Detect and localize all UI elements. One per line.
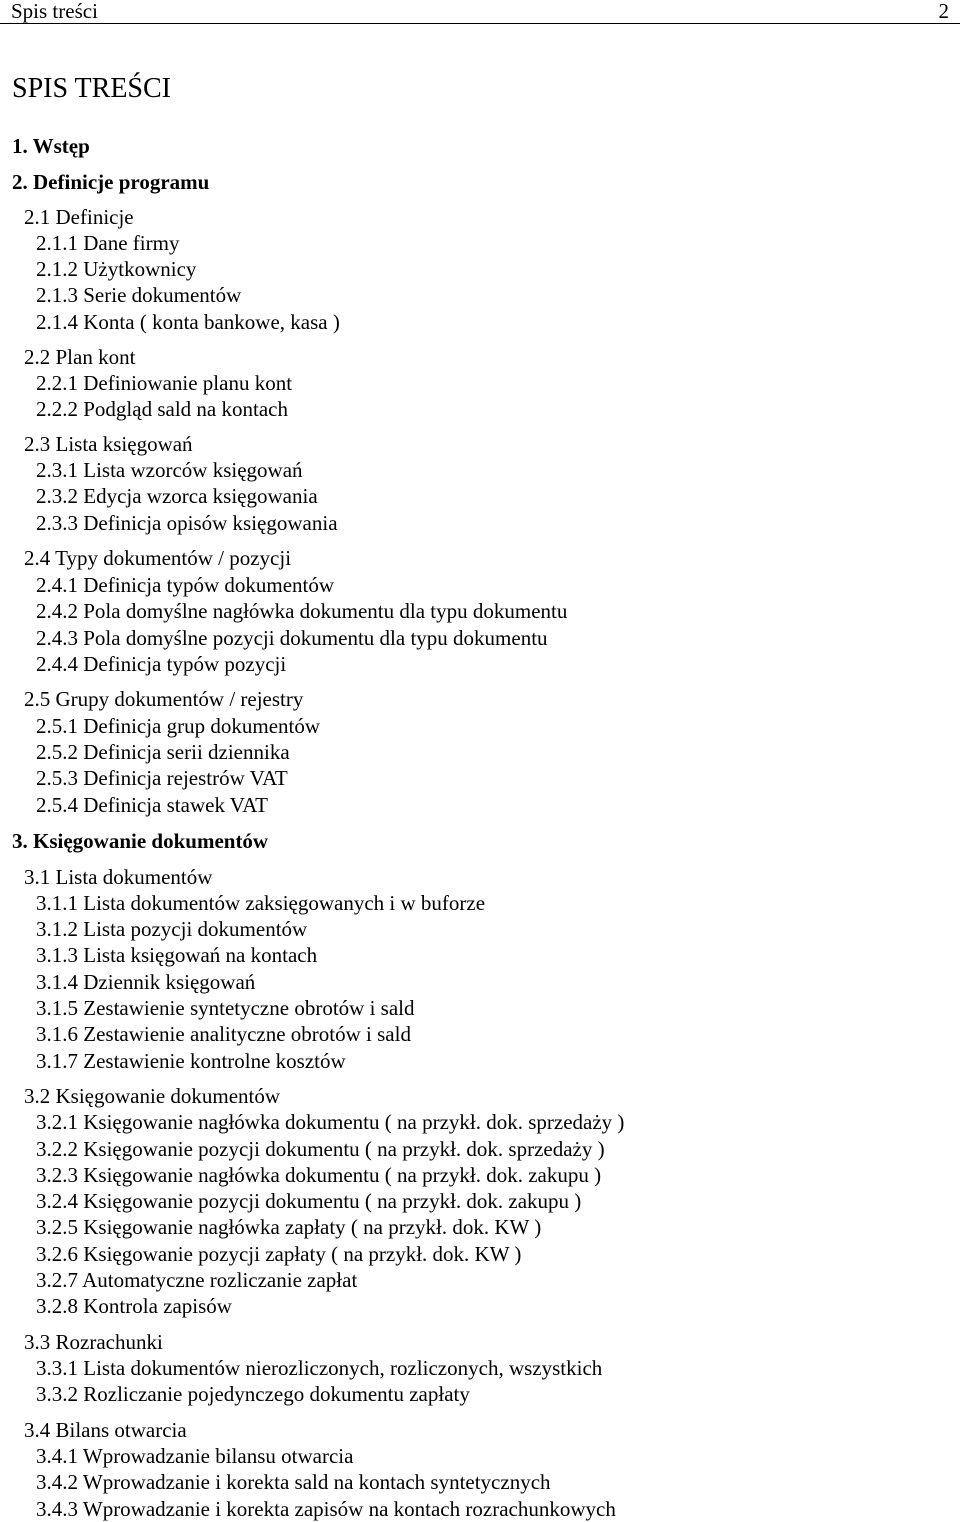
toc-entry: 2.4 Typy dokumentów / pozycji bbox=[24, 546, 292, 570]
toc-entry: 2.5.2 Definicja serii dziennika bbox=[36, 740, 290, 764]
toc-entry: 3.1.4 Dziennik księgowań bbox=[36, 970, 256, 994]
toc-entry: 3. Księgowanie dokumentów bbox=[12, 829, 269, 853]
toc-entry: 2.1.1 Dane firmy bbox=[36, 231, 180, 255]
toc-entry: 3.1.3 Lista księgowań na kontach bbox=[36, 943, 318, 967]
toc-entry: 3.2.6 Księgowanie pozycji zapłaty ( na przykł. dok. KW ) bbox=[36, 1242, 522, 1266]
toc-entry: 3.1.5 Zestawienie syntetyczne obrotów i sald bbox=[36, 996, 415, 1020]
toc-entry: 2.4.2 Pola domyślne nagłówka dokumentu dla typu dokumentu bbox=[36, 599, 568, 623]
toc-entry: 3.4.2 Wprowadzanie i korekta sald na kontach syntetycznych bbox=[36, 1470, 551, 1494]
toc-entry: 2.3.3 Definicja opisów księgowania bbox=[36, 511, 338, 535]
toc-entry: 2.5.1 Definicja grup dokumentów bbox=[36, 714, 321, 738]
page-header bbox=[0, 0, 960, 24]
document-title: SPIS TREŚCI bbox=[12, 73, 171, 104]
toc-entry: 2.3.1 Lista wzorców księgowań bbox=[36, 458, 303, 482]
toc-entry: 3.2.7 Automatyczne rozliczanie zapłat bbox=[36, 1268, 358, 1292]
toc-entry: 3.4.1 Wprowadzanie bilansu otwarcia bbox=[36, 1444, 354, 1468]
toc-entry: 1. Wstęp bbox=[12, 134, 90, 158]
toc-entry: 2.2.2 Podgląd sald na kontach bbox=[36, 397, 288, 421]
toc-entry: 2.1.4 Konta ( konta bankowe, kasa ) bbox=[36, 310, 340, 334]
toc-entry: 2.4.1 Definicja typów dokumentów bbox=[36, 573, 335, 597]
toc-entry: 3.2 Księgowanie dokumentów bbox=[24, 1084, 281, 1108]
toc-entry: 3.2.4 Księgowanie pozycji dokumentu ( na przykł. dok. zakupu ) bbox=[36, 1189, 582, 1213]
toc-entry: 3.3.1 Lista dokumentów nierozliczonych, rozliczonych, wszystkich bbox=[36, 1356, 603, 1380]
toc-entry: 3.4 Bilans otwarcia bbox=[24, 1418, 187, 1442]
toc-entry: 2.2 Plan kont bbox=[24, 345, 136, 369]
toc-entry: 2.5 Grupy dokumentów / rejestry bbox=[24, 687, 304, 711]
toc-entry: 3.2.8 Kontrola zapisów bbox=[36, 1294, 232, 1318]
toc-entry: 3.3 Rozrachunki bbox=[24, 1330, 163, 1354]
toc-entry: 3.2.3 Księgowanie nagłówka dokumentu ( na przykł. dok. zakupu ) bbox=[36, 1163, 602, 1187]
toc-entry: 3.2.1 Księgowanie nagłówka dokumentu ( na przykł. dok. sprzedaży ) bbox=[36, 1110, 625, 1134]
toc-entry: 2.5.3 Definicja rejestrów VAT bbox=[36, 766, 288, 790]
toc-entry: 2.1 Definicje bbox=[24, 205, 134, 229]
toc-entry: 3.1 Lista dokumentów bbox=[24, 865, 213, 889]
toc-entry: 3.2.2 Księgowanie pozycji dokumentu ( na przykł. dok. sprzedaży ) bbox=[36, 1137, 605, 1161]
toc-entry: 3.3.2 Rozliczanie pojedynczego dokumentu zapłaty bbox=[36, 1382, 470, 1406]
toc-entry: 2.3 Lista księgowań bbox=[24, 432, 193, 456]
toc-entry: 2.2.1 Definiowanie planu kont bbox=[36, 371, 293, 395]
toc-entry: 2.5.4 Definicja stawek VAT bbox=[36, 793, 268, 817]
toc-entry: 3.4.3 Wprowadzanie i korekta zapisów na kontach rozrachunkowych bbox=[36, 1497, 616, 1521]
toc-entry: 2.4.3 Pola domyślne pozycji dokumentu dla typu dokumentu bbox=[36, 626, 548, 650]
toc-entry: 2.1.2 Użytkownicy bbox=[36, 257, 197, 281]
header-title: Spis treści bbox=[11, 0, 98, 23]
toc-entry: 3.1.1 Lista dokumentów zaksięgowanych i w buforze bbox=[36, 891, 486, 915]
toc-entry: 3.1.7 Zestawienie kontrolne kosztów bbox=[36, 1049, 346, 1073]
toc-entry: 2.1.3 Serie dokumentów bbox=[36, 283, 242, 307]
toc-entry: 2.4.4 Definicja typów pozycji bbox=[36, 652, 287, 676]
header-page-number: 2 bbox=[938, 0, 949, 23]
toc-entry: 2.3.2 Edycja wzorca księgowania bbox=[36, 484, 318, 508]
toc-entry: 3.2.5 Księgowanie nagłówka zapłaty ( na przykł. dok. KW ) bbox=[36, 1215, 542, 1239]
toc-entry: 3.1.2 Lista pozycji dokumentów bbox=[36, 917, 308, 941]
toc-entry: 2. Definicje programu bbox=[12, 170, 210, 194]
toc-entry: 3.1.6 Zestawienie analityczne obrotów i sald bbox=[36, 1022, 411, 1046]
